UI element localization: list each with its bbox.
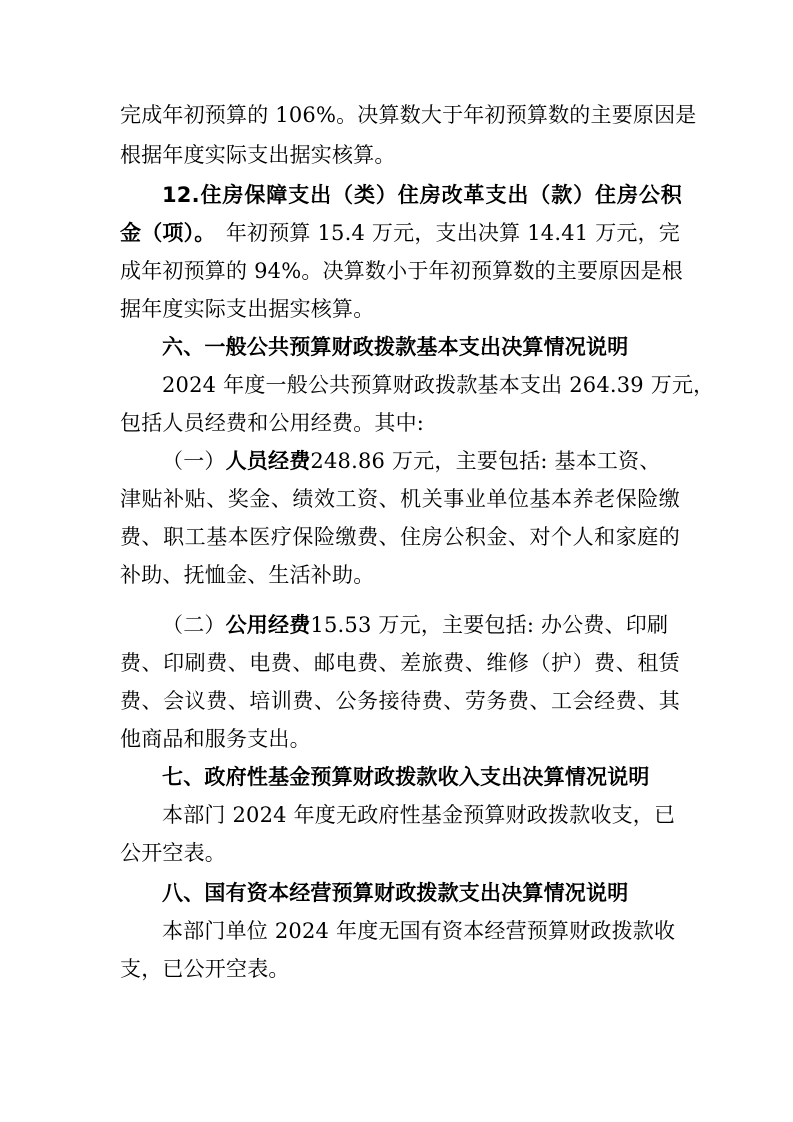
subsection-label: 公用经费 [225, 613, 311, 637]
section-heading: 八、国有资本经营预算财政拨款支出决算情况说明 [162, 881, 629, 905]
subsection-prefix: （二） [162, 613, 226, 637]
item-title: 12.住房保障支出（类）住房改革支出（款）住房公积 [162, 183, 682, 207]
paragraph-line: 2024 年度一般公共预算财政拨款基本支出 264.39 万元， [162, 373, 715, 397]
paragraph-line: 他商品和服务支出。 [120, 727, 311, 751]
subsection-line [162, 610, 682, 640]
paragraph-line: 费、职工基本医疗保险缴费、住房公积金、对个人和家庭的 [120, 525, 680, 549]
subsection-line [162, 446, 682, 476]
paragraph-line: 费、会议费、培训费、公务接待费、劳务费、工会经费、其 [120, 689, 680, 713]
paragraph-line: 补助、抚恤金、生活补助。 [120, 563, 375, 587]
paragraph-line: 据年度实际支出据实核算。 [120, 297, 375, 321]
paragraph-line: 根据年度实际支出据实核算。 [120, 143, 396, 167]
paragraph-line: 包括人员经费和公用经费。其中: [120, 411, 425, 435]
subsection-label: 人员经费 [225, 449, 311, 473]
paragraph-line: 完成年初预算的 106%。决算数大于年初预算数的主要原因是 [120, 103, 697, 127]
subsection-prefix: （一） [162, 449, 226, 473]
item-title-end: 金（项）。 [120, 221, 216, 245]
paragraph-line: 费、印刷费、电费、邮电费、差旅费、维修（护）费、租赁 [120, 651, 680, 675]
paragraph-text: 15.53 万元，主要包括: 办公费、印刷 [310, 613, 669, 637]
paragraph-line [120, 218, 680, 248]
paragraph-line: 津贴补贴、奖金、绩效工资、机关事业单位基本养老保险缴 [120, 487, 680, 511]
section-heading: 六、一般公共预算财政拨款基本支出决算情况说明 [162, 335, 629, 359]
paragraph-line: 本部门单位 2024 年度无国有资本经营预算财政拨款收 [162, 919, 676, 943]
section-heading: 七、政府性基金预算财政拨款收入支出决算情况说明 [162, 765, 650, 789]
paragraph-line: 本部门 2024 年度无政府性基金预算财政拨款收支，已 [162, 803, 676, 827]
paragraph-text: 248.86 万元，主要包括: 基本工资、 [310, 449, 661, 473]
paragraph-line: 支，已公开空表。 [120, 957, 290, 981]
paragraph-line: 公开空表。 [120, 841, 226, 865]
paragraph-line: 成年初预算的 94%。决算数小于年初预算数的主要原因是根 [120, 259, 683, 283]
paragraph-text: 年初预算 15.4 万元，支出决算 14.41 万元，完 [225, 221, 680, 245]
